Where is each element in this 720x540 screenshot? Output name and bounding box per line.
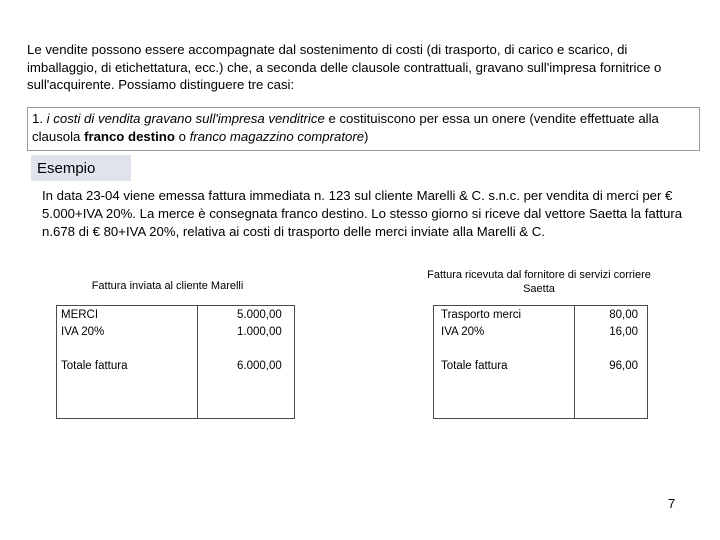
invoice-left-row-label: IVA 20% bbox=[61, 326, 105, 338]
case-one-box bbox=[27, 107, 700, 151]
invoice-right-total-label: Totale fattura bbox=[441, 360, 508, 372]
case-one-text-d: o bbox=[174, 129, 190, 144]
case-one-franco-destino: franco destino bbox=[84, 129, 175, 144]
example-paragraph: In data 23-04 viene emessa fattura immediata n. 123 sul cliente Marelli & C. s.n.c. per vendita di merci per € 5.000+IVA 20%. La merce è consegnata franco destino. Lo stesso giorno si riceve dal vettore Saetta la fattura n.678 di € 80+IVA 20%, relativa ai costi di trasporto delle merci inviate alla Marelli & C. bbox=[42, 188, 683, 239]
case-one-text-f: ) bbox=[364, 129, 369, 144]
invoice-right-divider bbox=[574, 306, 575, 418]
invoice-right-row-value: 16,00 bbox=[609, 326, 638, 338]
invoice-left-table bbox=[56, 305, 295, 419]
invoice-left-total-value: 6.000,00 bbox=[237, 360, 282, 372]
case-one-italic-costs: i costi di vendita gravano sull'impresa venditrice bbox=[46, 111, 325, 126]
invoice-left-total-label: Totale fattura bbox=[61, 360, 128, 372]
invoice-right-caption: Fattura ricevuta dal fornitore di servizi corriere Saetta bbox=[427, 269, 651, 295]
esempio-title: Esempio bbox=[37, 160, 96, 177]
page-number: 7 bbox=[668, 496, 676, 511]
invoice-left-row-value: 1.000,00 bbox=[237, 326, 282, 338]
invoice-right-row-label: IVA 20% bbox=[441, 326, 485, 338]
invoice-right-total-value: 96,00 bbox=[609, 360, 638, 372]
case-one-text bbox=[32, 110, 697, 146]
case-one-number: 1. bbox=[32, 111, 47, 126]
invoice-left-row-label: MERCI bbox=[61, 309, 99, 321]
invoice-left-row-value: 5.000,00 bbox=[237, 309, 282, 321]
case-one-franco-magazzino: franco magazzino compratore bbox=[189, 129, 365, 144]
intro-paragraph: Le vendite possono essere accompagnate dal sostenimento di costi (di trasporto, di carico e scarico, di imballaggio, di etichettatura, ecc.) che, a seconda delle clausole contrattuali, gravano sull'impresa fornitrice o sull'acquirente. Possiamo distinguere tre casi: bbox=[27, 42, 662, 92]
invoice-left-caption: Fattura inviata al cliente Marelli bbox=[91, 280, 244, 292]
invoice-right-table bbox=[433, 305, 648, 419]
invoice-left-divider bbox=[197, 306, 198, 418]
case-one-text-b: e costituiscono per essa un onere (vendite effettuate alla clausola bbox=[32, 111, 659, 144]
invoice-right-row-value: 80,00 bbox=[609, 309, 638, 321]
invoice-right-row-label: Trasporto merci bbox=[441, 309, 522, 321]
